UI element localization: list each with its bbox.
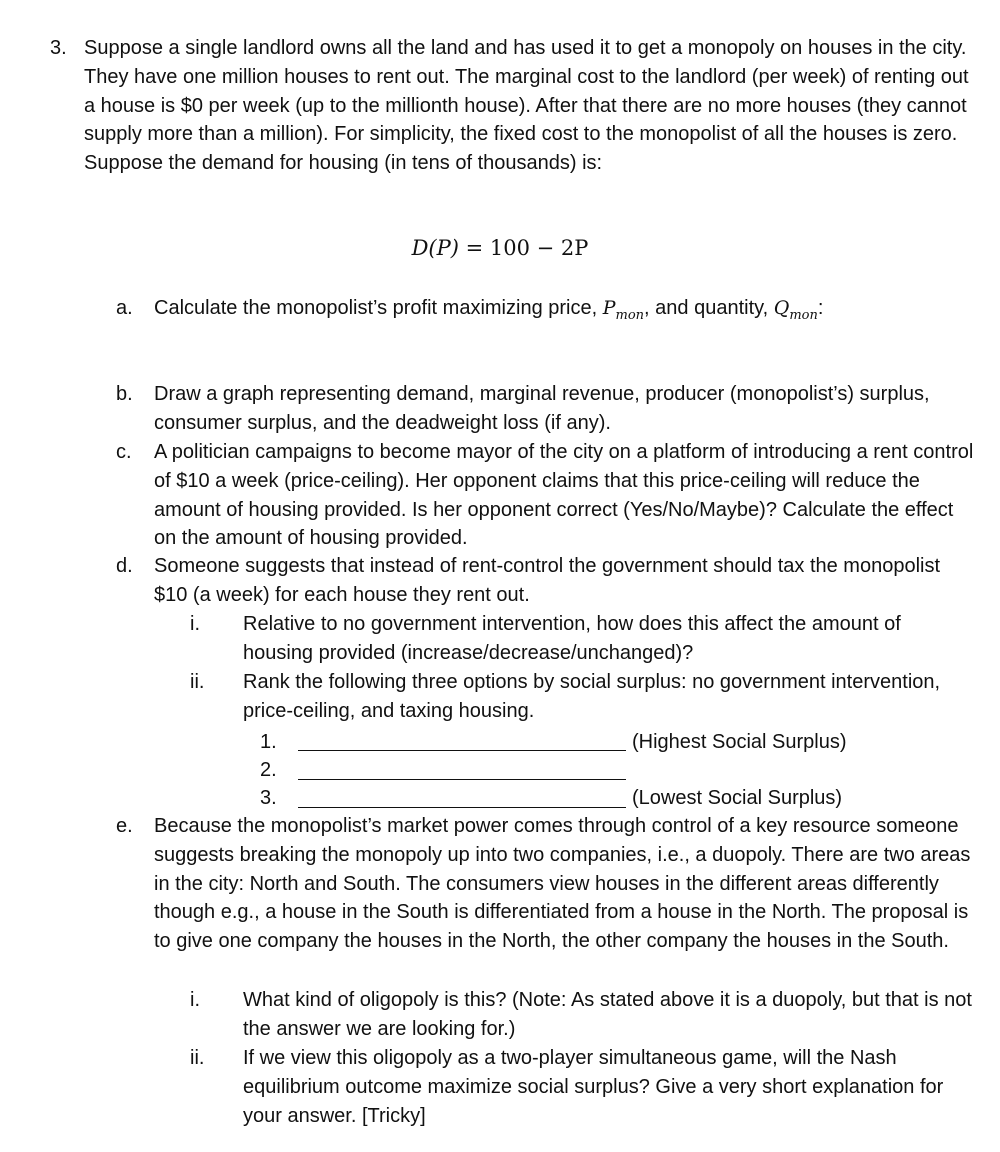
demand-equation [0, 234, 1000, 263]
part-d-i-text: Relative to no government intervention, how does this affect the amount of housing provided (increase/decrease/unchanged)? [243, 613, 901, 664]
part-e-ii-text: If we view this oligopoly as a two-player simultaneous game, will the Nash equilibrium outcome maximize social surplus? Give a very short explanation for your answer. [Tricky] [243, 1047, 944, 1127]
part-e-i-text: What kind of oligopoly is this? (Note: As stated above it is a duopoly, but that is not the answer we are looking for.) [243, 989, 972, 1040]
part-d-text: Someone suggests that instead of rent-control the government should tax the monopolist $10 (a week) for each house they rent out. [154, 555, 941, 606]
equation-rhs: = 100 − 2P [465, 236, 589, 260]
part-d-ii-label: ii. [190, 671, 205, 693]
part-e-i-label: i. [190, 989, 200, 1011]
part-c-label: c. [116, 441, 132, 463]
rank-1-number: 1. [260, 731, 277, 753]
rank-1-answer-blank[interactable] [298, 750, 626, 751]
part-b-label: b. [116, 383, 133, 405]
rank-3-number: 3. [260, 787, 277, 809]
part-d-i-label: i. [190, 613, 200, 635]
part-d-label: d. [116, 555, 133, 577]
part-a-text [154, 294, 974, 331]
rank-3-answer-blank[interactable] [298, 807, 626, 808]
rank-3-note: (Lowest Social Surplus) [632, 787, 843, 809]
rank-2-answer-blank[interactable] [298, 779, 626, 780]
part-d-ii-text: Rank the following three options by social surplus: no government intervention, price-ceiling, and taxing housing. [243, 671, 941, 722]
question-number: 3. [50, 37, 67, 59]
part-a-label: a. [116, 297, 133, 319]
rank-1-note: (Highest Social Surplus) [632, 731, 847, 753]
part-c-text: A politician campaigns to become mayor of the city on a platform of introducing a rent control of $10 a week (price-ceiling). Her opponent claims that this price-ceiling will reduce the amount of housing provided. Is her opponent correct (Yes/No/Maybe)? Calculate the effect on the amount of housing provided. [154, 441, 974, 550]
part-a-text-end: : [817, 297, 824, 319]
q-mon-symbol: $Q_{mon}$ [773, 297, 818, 323]
question-intro: Suppose a single landlord owns all the land and has used it to get a monopoly on houses in the city. They have one million houses to rent out. The marginal cost to the landlord (per week) of renting out a house is $0 per week (up to the millionth house). After that there are no more houses (they cannot supply more than a million). For simplicity, the fixed cost to the monopolist of all the houses is zero. Suppose the demand for housing (in tens of thousands) is: [84, 37, 969, 175]
part-b-text: Draw a graph representing demand, marginal revenue, producer (monopolist’s) surplus, consumer surplus, and the deadweight loss (if any). [154, 383, 930, 434]
part-e-ii-label: ii. [190, 1047, 205, 1069]
part-a-text-mid: , and quantity, [644, 297, 769, 319]
part-e-label: e. [116, 815, 133, 837]
part-a-text-before: Calculate the monopolist’s profit maximizing price, [154, 297, 598, 319]
part-e-text: Because the monopolist’s market power comes through control of a key resource someone suggests breaking the monopoly up into two companies, i.e., a duopoly. There are two areas in the city: North and South. The consumers view houses in the different areas differently though e.g., a house in the South is differentiated from a house in the North. The proposal is to give one company the houses in the North, the other company the houses in the South. [154, 815, 971, 953]
equation-lhs: D(P) [411, 236, 459, 260]
p-mon-symbol: $P_{mon}$ [602, 297, 645, 323]
rank-2-number: 2. [260, 759, 277, 781]
